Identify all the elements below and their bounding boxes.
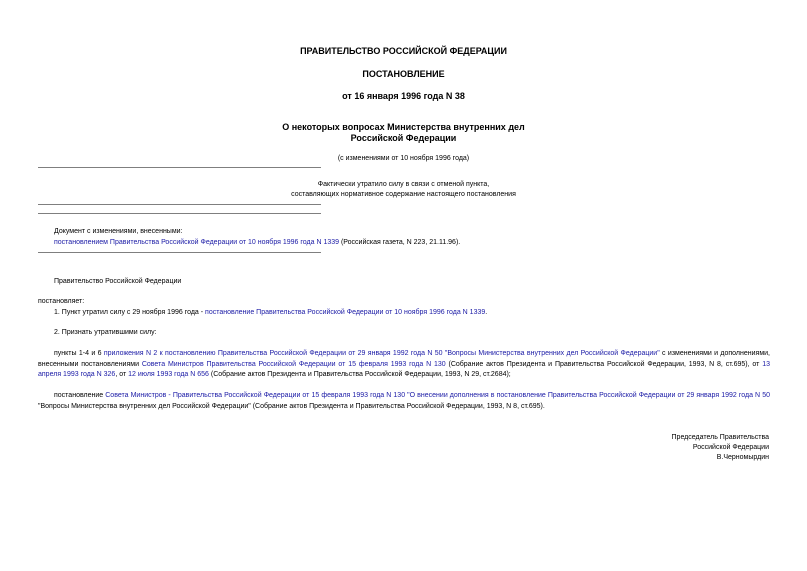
paragraph-3-text: (Собрание актов Президента и Правительства Российской Федерации, 1993, N 29, ст.2684);	[208, 371, 511, 378]
signature-name: В.Черномырдин	[716, 454, 769, 461]
paragraph-1	[54, 308, 487, 318]
signature-country: Российской Федерации	[692, 444, 769, 451]
paragraph-1-text: 1. Пункт утратил силу с 29 ноября 1996 года -	[54, 309, 206, 316]
changes-source: (Российская газета, N 223, 21.11.96).	[339, 239, 461, 246]
decrees-word: постановляет:	[38, 298, 85, 305]
status-line1: Фактически утратило силу в связи с отменой пункта,	[317, 181, 490, 188]
separator-rule	[38, 167, 321, 168]
paragraph-3-link-appendix[interactable]: приложения N 2 к постановлению Правительства Российской Федерации от 29 января 1992 года N 50 "Вопросы Министерства внутренних дел Российской Федерации"	[103, 350, 660, 357]
paragraph-3-text: , от	[115, 371, 129, 378]
paragraph-3-link-april[interactable]: 13 апреля 1993 года N 326	[38, 360, 770, 378]
paragraph-3-text: (Собрание актов Президента и Правительства Российской Федерации, 1993, N 8, ст.695), от	[445, 360, 763, 368]
changes-entry	[54, 238, 460, 248]
paragraph-3-text: с изменениями и дополнениями, внесенными постановлениями	[38, 350, 770, 368]
paragraph-3-link-council[interactable]: Совета Министров Правительства Российской Федерации от 15 февраля 1993 года N 130	[141, 360, 446, 368]
separator-rule	[38, 213, 321, 214]
paragraph-4-text: "Вопросы Министерства внутренних дел Российской Федерации" (Собрание актов Президента и Правительства Российской Федерации, 1993, N 8, ст.695).	[38, 402, 545, 410]
document-title-line1: О некоторых вопросах Министерства внутренних дел	[282, 122, 525, 132]
changes-label: Документ с изменениями, внесенными:	[54, 228, 183, 235]
status-line2: составляющих нормативное содержание настоящего постановления	[291, 191, 516, 198]
document-type: ПОСТАНОВЛЕНИЕ	[362, 69, 445, 79]
paragraph-3-text: пункты 1-4 и 6	[54, 350, 104, 357]
paragraph-1-end: .	[485, 309, 488, 316]
issuer: Правительство Российской Федерации	[54, 278, 182, 285]
amendments-note: (с изменениями от 10 ноября 1996 года)	[337, 155, 470, 162]
paragraph-4	[38, 391, 770, 412]
paragraph-2: 2. Признать утратившими силу:	[54, 329, 157, 336]
paragraph-1-link[interactable]: постановление Правительства Российской Федерации от 10 ноября 1996 года N 1339	[205, 309, 486, 316]
government-name: ПРАВИТЕЛЬСТВО РОССИЙСКОЙ ФЕДЕРАЦИИ	[300, 46, 507, 56]
separator-rule	[38, 204, 321, 205]
document-date-number: от 16 января 1996 года N 38	[342, 91, 465, 101]
paragraph-3-link-july[interactable]: 12 июля 1993 года N 656	[128, 371, 209, 378]
document-title-line2: Российской Федерации	[350, 133, 457, 143]
paragraph-4-link-council[interactable]: Совета Министров - Правительства Российской Федерации от 15 февраля 1993 года N 130 "О внесении дополнения в постановление Правительства Российской Федерации от 29 января 1992 года N 50	[105, 392, 770, 399]
paragraph-4-text: постановление	[54, 392, 106, 399]
paragraph-3	[38, 349, 770, 381]
changes-link[interactable]: постановлением Правительства Российской Федерации от 10 ноября 1996 года N 1339	[54, 239, 340, 246]
separator-rule	[38, 252, 321, 253]
signature-position: Председатель Правительства	[671, 434, 769, 441]
